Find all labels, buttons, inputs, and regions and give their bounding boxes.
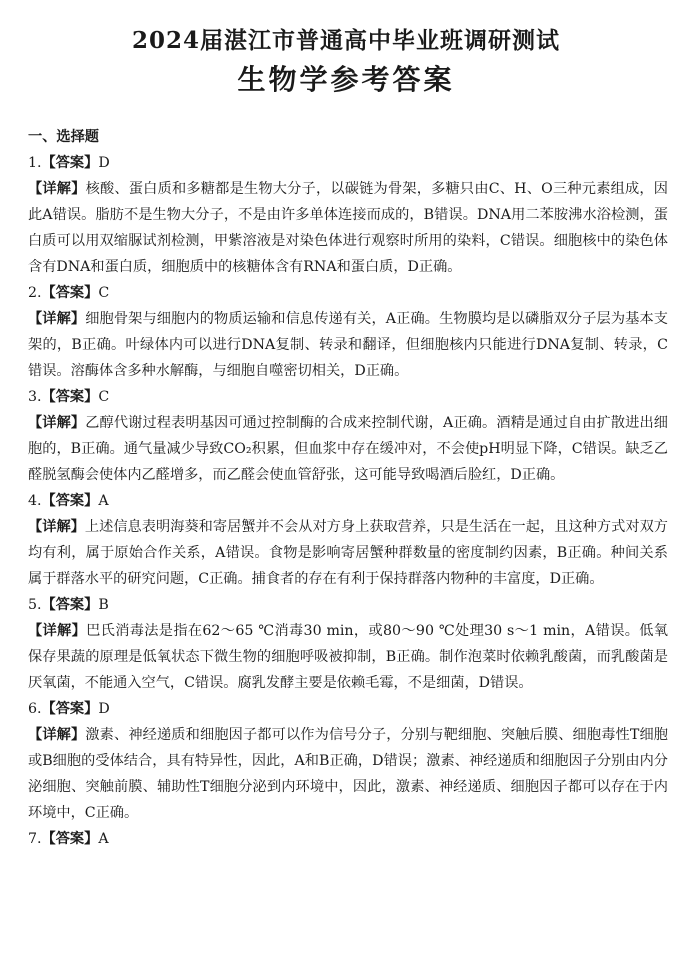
- question-number: 2.: [28, 285, 42, 301]
- question-5-answer: [28, 592, 668, 618]
- answer-label: 【答案】: [41, 831, 99, 847]
- answer-label: 【答案】: [41, 155, 99, 171]
- question-number: 1.: [28, 155, 42, 171]
- question-4-answer: [28, 488, 668, 514]
- answer-value: D: [98, 701, 110, 717]
- question-2-answer: [28, 280, 668, 306]
- question-number: 3.: [28, 389, 42, 405]
- detail-text: 乙醇代谢过程表明基因可通过控制酶的合成来控制代谢，A正确。酒精是通过自由扩散进出细胞的，B正确。通气量减少导致CO₂积累，但血浆中存在缓冲对，不会使pH明显下降，C错误。缺乏乙醛脱氢酶会使体内乙醛增多，而乙醛会使血管舒张，这可能导致喝酒后脸红，D正确。: [28, 415, 668, 483]
- detail-label: 【详解】: [28, 415, 86, 431]
- answer-value: D: [98, 155, 110, 171]
- answer-value: B: [98, 597, 109, 613]
- answer-label: 【答案】: [41, 389, 99, 405]
- detail-label: 【详解】: [28, 311, 86, 327]
- section-heading: 一、选择题: [28, 129, 99, 145]
- detail-label: 【详解】: [28, 519, 85, 535]
- question-number: 4.: [28, 493, 42, 509]
- detail-text: 上述信息表明海葵和寄居蟹并不会从对方身上获取营养，只是生活在一起，且这种方式对双方均有利，属于原始合作关系，A错误。食物是影响寄居蟹种群数量的密度制约因素，B正确。种间关系属于群落水平的研究问题，C正确。捕食者的存在有利于保持群落内物种的丰富度，D正确。: [28, 519, 668, 587]
- question-number: 6.: [28, 701, 42, 717]
- document-title: 2024届湛江市普通高中毕业班调研测试: [131, 27, 560, 54]
- detail-text: 激素、神经递质和细胞因子都可以作为信号分子，分别与靶细胞、突触后膜、细胞毒性T细胞或B细胞的受体结合，具有特异性，因此，A和B正确，D错误；激素、神经递质和细胞因子分别由内分泌细胞、突触前膜、辅助性T细胞分泌到内环境中，因此，激素、神经递质、细胞因子都可以存在于内环境中，C正确。: [28, 727, 668, 821]
- question-5-detail: [28, 618, 668, 696]
- question-1-detail: [28, 176, 668, 280]
- question-6-answer: [28, 696, 668, 722]
- detail-label: 【详解】: [28, 623, 87, 639]
- question-3-answer: [28, 384, 668, 410]
- document-subtitle: 生物学参考答案: [237, 63, 455, 96]
- answer-label: 【答案】: [41, 597, 99, 613]
- question-4-detail: [28, 514, 668, 592]
- detail-text: 巴氏消毒法是指在62～65 ℃消毒30 min，或80～90 ℃处理30 s～1 min，A错误。低氧保存果蔬的原理是低氧状态下微生物的细胞呼吸被抑制，B正确。制作泡菜时依赖乳酸菌，而乳酸菌是厌氧菌，不能通入空气，C错误。腐乳发酵主要是依赖毛霉，不是细菌，D错误。: [28, 623, 668, 691]
- question-number: 7.: [28, 831, 42, 847]
- detail-text: 细胞骨架与细胞内的物质运输和信息传递有关，A正确。生物膜均是以磷脂双分子层为基本支架的，B正确。叶绿体内可以进行DNA复制、转录和翻译，但细胞核内只能进行DNA复制、转录，C错误。溶酶体含多种水解酶，与细胞自噬密切相关，D正确。: [28, 311, 668, 379]
- question-3-detail: [28, 410, 668, 488]
- question-number: 5.: [28, 597, 42, 613]
- question-7-answer: [28, 826, 668, 852]
- answer-label: 【答案】: [41, 701, 99, 717]
- detail-text: 核酸、蛋白质和多糖都是生物大分子，以碳链为骨架，多糖只由C、H、O三种元素组成，因此A错误。脂肪不是生物大分子，不是由许多单体连接而成的，B错误。DNA用二苯胺沸水浴检测，蛋白质可以用双缩脲试剂检测，甲紫溶液是对染色体进行观察时所用的染料，C错误。细胞核中的染色体含有DNA和蛋白质，细胞质中的核糖体含有RNA和蛋白质，D正确。: [28, 181, 668, 275]
- detail-label: 【详解】: [28, 181, 86, 197]
- question-6-detail: [28, 722, 668, 826]
- answer-content: [28, 124, 668, 852]
- answer-value: A: [98, 831, 109, 847]
- answer-label: 【答案】: [41, 493, 99, 509]
- answer-value: A: [98, 493, 109, 509]
- answer-label: 【答案】: [41, 285, 99, 301]
- answer-value: C: [98, 285, 110, 301]
- question-2-detail: [28, 306, 668, 384]
- detail-label: 【详解】: [28, 727, 86, 743]
- question-1-answer: [28, 150, 668, 176]
- answer-value: C: [98, 389, 110, 405]
